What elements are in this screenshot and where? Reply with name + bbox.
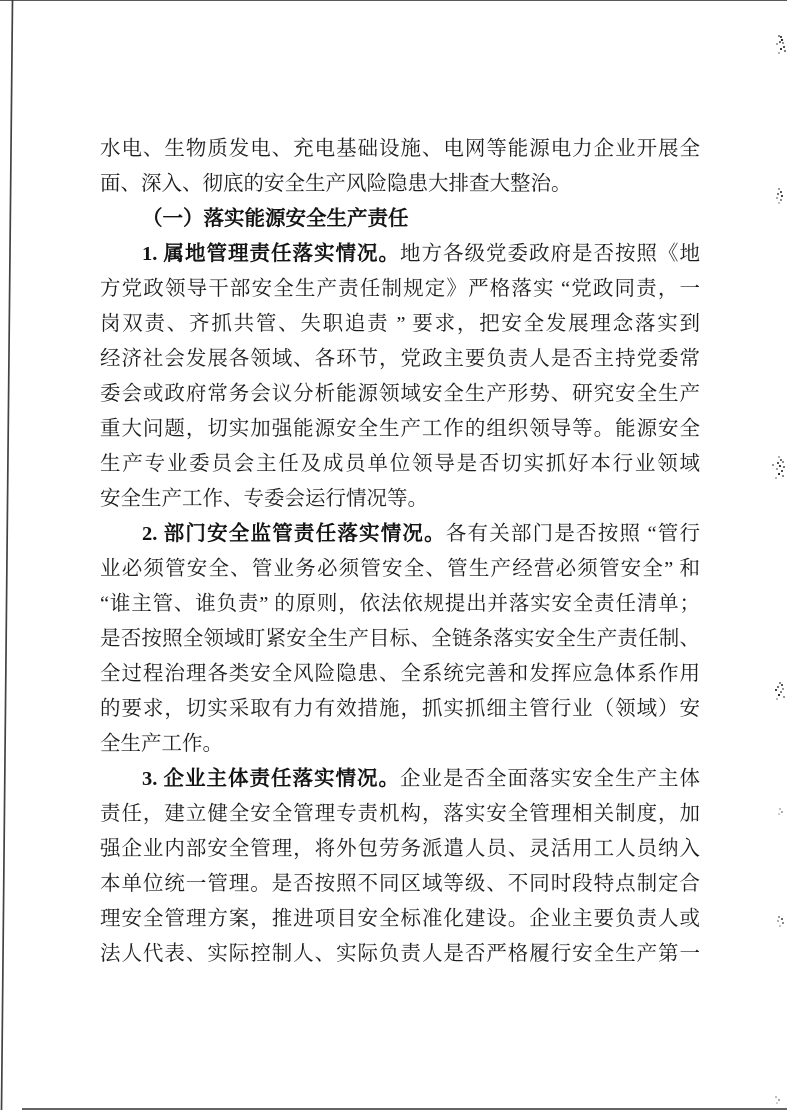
text-line (100, 447, 700, 482)
text-line (100, 587, 700, 622)
text-segment: 水电、生物质发电、充电基础设施、电网等能源电力企业开展全 (100, 138, 700, 160)
text-segment: 全生产工作。 (100, 733, 223, 755)
text-segment: 经济社会发展各领域、各环节，党政主要负责人是否主持党委常 (100, 348, 700, 370)
scan-speckle (773, 914, 775, 916)
text-line (100, 237, 700, 272)
text-segment: 责任，建立健全安全管理专责机构，落实安全管理相关制度，加 (100, 803, 700, 825)
text-segment: 企业是否全面落实安全生产主体 (400, 768, 700, 790)
text-line (100, 727, 700, 762)
text-segment: 各有关部门是否按照 “管行 (445, 523, 700, 545)
text-line (100, 902, 700, 937)
text-line (100, 657, 700, 692)
document-text-block (100, 132, 700, 972)
scan-speckle (771, 1094, 773, 1096)
text-line (100, 937, 700, 972)
text-segment: 地方各级党委政府是否按照《地 (400, 243, 700, 265)
scan-speckle (770, 680, 772, 682)
text-line (100, 307, 700, 342)
text-line (100, 832, 700, 867)
text-segment: 安全生产工作、专委会运行情况等。 (100, 488, 428, 510)
bold-text-segment: 3. 企业主体责任落实情况。 (142, 768, 400, 790)
scan-speckle (776, 806, 778, 808)
text-segment: “谁主管、谁负责” 的原则，依法依规提出并落实安全责任清单； (100, 593, 700, 615)
text-line (100, 342, 700, 377)
text-segment: 岗双责、齐抓共管、失职追责 ” 要求，把安全发展理念落实到 (100, 313, 700, 335)
text-line (100, 797, 700, 832)
text-segment: 面、深入、彻底的安全生产风险隐患大排查大整治。 (100, 173, 572, 195)
text-line (100, 412, 700, 447)
text-line (100, 622, 700, 657)
text-segment: 的要求，切实采取有力有效措施，抓实抓细主管行业（领域）安 (100, 698, 700, 720)
text-line (100, 482, 700, 517)
text-segment: 生产专业委员会主任及成员单位领导是否切实抓好本行业领域 (100, 453, 700, 475)
text-line (100, 272, 700, 307)
scan-edge-top (0, 0, 787, 1)
text-line (100, 202, 700, 237)
scan-speckle (770, 455, 772, 457)
text-segment: 业必须管安全、管业务必须管安全、管生产经营必须管安全” 和 (100, 558, 700, 580)
bold-text-segment: 2. 部门安全监管责任落实情况。 (142, 523, 446, 545)
text-segment: 方党政领导干部安全生产责任制规定》严格落实 “党政同责，一 (100, 278, 700, 300)
text-line (100, 377, 700, 412)
text-segment: 全过程治理各类安全风险隐患、全系统完善和发挥应急体系作用 (100, 663, 700, 685)
scan-speckle (771, 186, 773, 188)
bold-text-segment: 1. 属地管理责任落实情况。 (142, 243, 400, 265)
text-line (100, 552, 700, 587)
text-line (100, 692, 700, 727)
text-line (100, 132, 700, 167)
text-segment: 重大问题，切实加强能源安全生产工作的组织领导等。能源安全 (100, 418, 700, 440)
text-segment: 强企业内部安全管理，将外包劳务派遣人员、灵活用工人员纳入 (100, 838, 700, 860)
text-line (100, 762, 700, 797)
text-segment: 本单位统一管理。是否按照不同区域等级、不同时段特点制定合 (100, 873, 700, 895)
text-segment: 委会或政府常务会议分析能源领域安全生产形势、研究安全生产 (100, 383, 700, 405)
text-line (100, 517, 700, 552)
text-segment: 理安全管理方案，推进项目安全标准化建设。企业主要负责人或 (100, 908, 700, 930)
text-line (100, 867, 700, 902)
scan-speckle (772, 33, 774, 35)
text-line (100, 167, 700, 202)
text-segment: 法人代表、实际控制人、实际负责人是否严格履行安全生产第一 (100, 943, 700, 965)
text-segment: 是否按照全领域盯紧安全生产目标、全链条落实安全生产责任制、 (100, 628, 700, 650)
bold-text-segment: （一）落实能源安全生产责任 (142, 208, 409, 230)
